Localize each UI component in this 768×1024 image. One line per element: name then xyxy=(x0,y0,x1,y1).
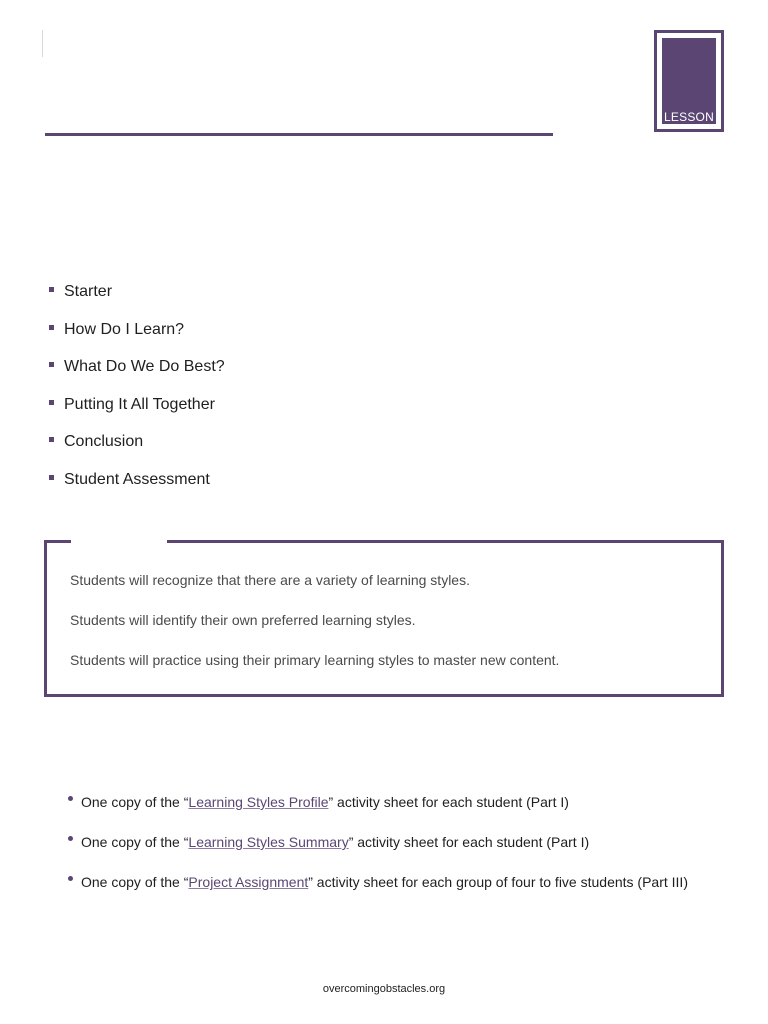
objective-item: Students will practice using their primary learning styles to master new content. xyxy=(70,652,560,668)
lesson-badge xyxy=(654,30,724,132)
dot-bullet-icon xyxy=(68,796,73,801)
material-text-after: ” activity sheet for each student (Part I) xyxy=(328,794,569,810)
material-item xyxy=(66,830,716,854)
page-margin-mark xyxy=(42,30,43,57)
square-bullet-icon xyxy=(49,362,54,367)
objective-item: Students will recognize that there are a variety of learning styles. xyxy=(70,572,470,588)
outline-item-label: Starter xyxy=(64,283,113,300)
outline-item-label: Conclusion xyxy=(64,433,144,450)
dot-bullet-icon xyxy=(68,876,73,881)
outline-item xyxy=(48,393,225,431)
outline-item-label: Student Assessment xyxy=(64,470,210,488)
learning-styles-summary-link[interactable]: Learning Styles Summary xyxy=(188,834,349,850)
outline-item-label: Putting It All Together xyxy=(64,395,215,413)
square-bullet-icon xyxy=(49,400,54,405)
dot-bullet-icon xyxy=(68,836,73,841)
footer-url: overcomingobstacles.org xyxy=(322,983,446,995)
objectives-box xyxy=(44,540,724,697)
material-text-after: ” activity sheet for each student (Part I) xyxy=(348,834,590,850)
material-item xyxy=(66,790,716,814)
outline-item-label: What Do We Do Best? xyxy=(64,358,225,375)
square-bullet-icon xyxy=(49,475,54,480)
outline-item xyxy=(48,430,225,468)
material-item xyxy=(66,870,716,894)
objective-item: Students will identify their own preferred learning styles. xyxy=(70,612,416,628)
outline-item xyxy=(48,468,225,506)
materials-list xyxy=(66,790,716,910)
material-text-before: One copy of the “ xyxy=(81,794,189,810)
square-bullet-icon xyxy=(49,287,54,292)
project-assignment-link[interactable]: Project Assignment xyxy=(188,874,309,890)
lesson-badge-label: LESSON xyxy=(664,110,714,124)
outline-item-label: How Do I Learn? xyxy=(64,320,185,338)
header-divider xyxy=(45,133,553,136)
objectives-title-gap xyxy=(71,540,167,543)
learning-styles-profile-link[interactable]: Learning Styles Profile xyxy=(188,794,329,810)
material-text-after: ” activity sheet for each group of four to five students (Part III) xyxy=(308,874,688,890)
square-bullet-icon xyxy=(49,325,54,330)
square-bullet-icon xyxy=(49,437,54,442)
lesson-outline-list xyxy=(48,280,225,505)
outline-item xyxy=(48,355,225,393)
material-text-before: One copy of the “ xyxy=(81,874,189,890)
outline-item xyxy=(48,318,225,356)
material-text-before: One copy of the “ xyxy=(81,834,189,850)
outline-item xyxy=(48,280,225,318)
